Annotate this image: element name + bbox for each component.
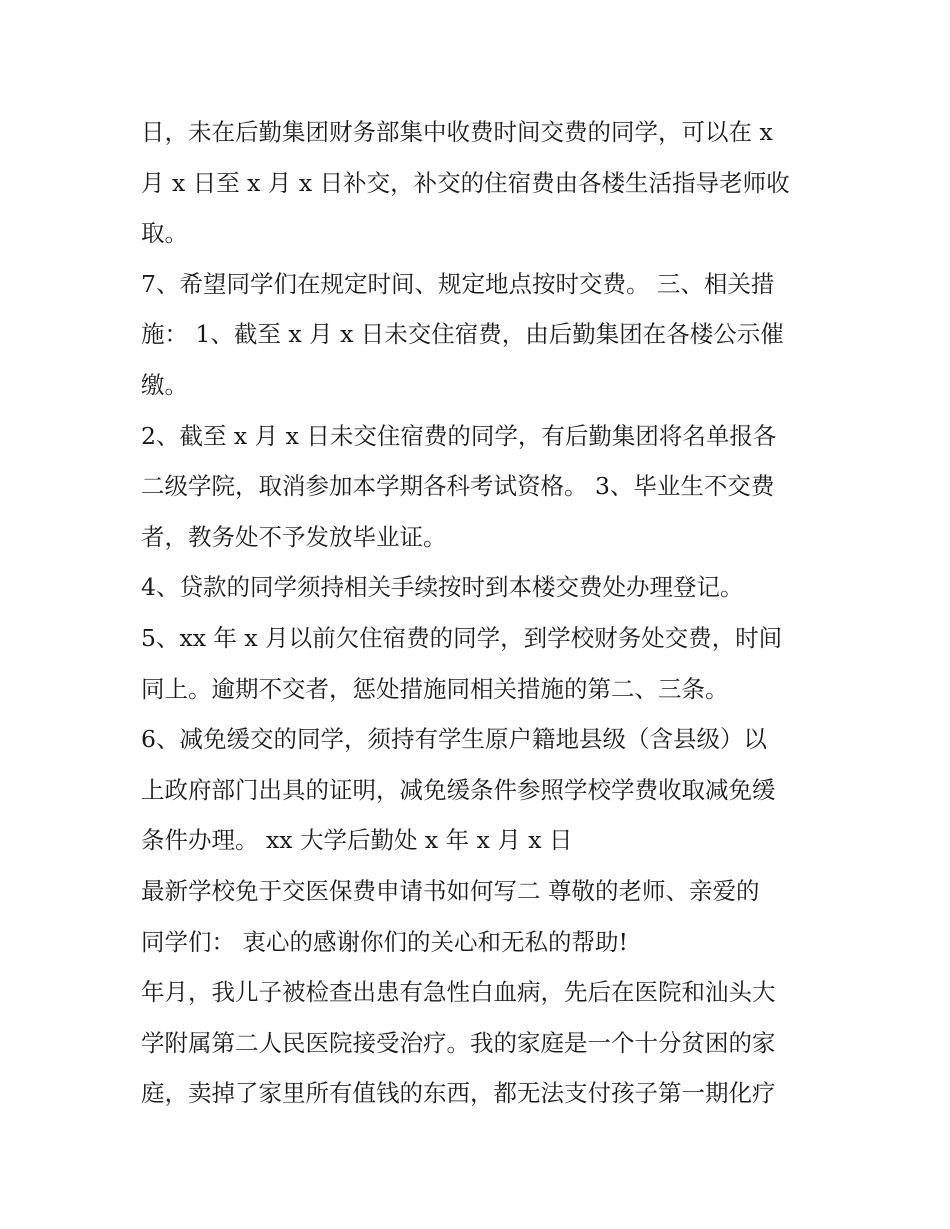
text-line: 条件办理。 xx 大学后勤处 x 年 x 月 x 日 <box>141 826 573 855</box>
text-line: 施： 1、截至 x 月 x 日未交住宿费，由后勤集团在各楼公示催 <box>141 320 784 349</box>
text-line: 4、贷款的同学须持相关手续按时到本楼交费处办理登记。 <box>141 573 744 602</box>
text-line: 庭，卖掉了家里所有值钱的东西，都无法支付孩子第一期化疗 <box>141 1079 776 1108</box>
text-line: 二级学院，取消参加本学期各科考试资格。 3、毕业生不交费 <box>141 472 775 501</box>
text-line: 年月，我儿子被检查出患有急性白血病，先后在医院和汕头大 <box>141 978 776 1007</box>
text-line: 同上。逾期不交者，惩处措施同相关措施的第二、三条。 <box>141 674 729 703</box>
text-line: 缴。 <box>141 370 188 399</box>
text-line: 2、截至 x 月 x 日未交住宿费的同学，有后勤集团将名单报各 <box>141 421 777 450</box>
text-line: 最新学校免于交医保费申请书如何写二 尊敬的老师、亲爱的 <box>141 876 760 905</box>
text-line: 学附属第二人民医院接受治疗。我的家庭是一个十分贫困的家 <box>141 1028 776 1057</box>
text-line: 取。 <box>141 219 188 248</box>
text-line: 7、希望同学们在规定时间、规定地点按时交费。 三、相关措 <box>141 269 775 298</box>
text-line: 6、减免缓交的同学，须持有学生原户籍地县级（含县级）以 <box>141 725 767 754</box>
text-line: 同学们： 衷心的感谢你们的关心和无私的帮助! <box>141 927 628 956</box>
text-line: 者，教务处不予发放毕业证。 <box>141 522 447 551</box>
document-body <box>141 107 821 1119</box>
text-line: 5、xx 年 x 月以前欠住宿费的同学，到学校财务处交费，时间 <box>141 623 783 652</box>
text-line: 月 x 日至 x 月 x 日补交，补交的住宿费由各楼生活指导老师收 <box>141 168 790 197</box>
text-line: 日，未在后勤集团财务部集中收费时间交费的同学，可以在 x <box>141 118 773 146</box>
text-line: 上政府部门出具的证明，减免缓条件参照学校学费收取减免缓 <box>141 775 776 804</box>
